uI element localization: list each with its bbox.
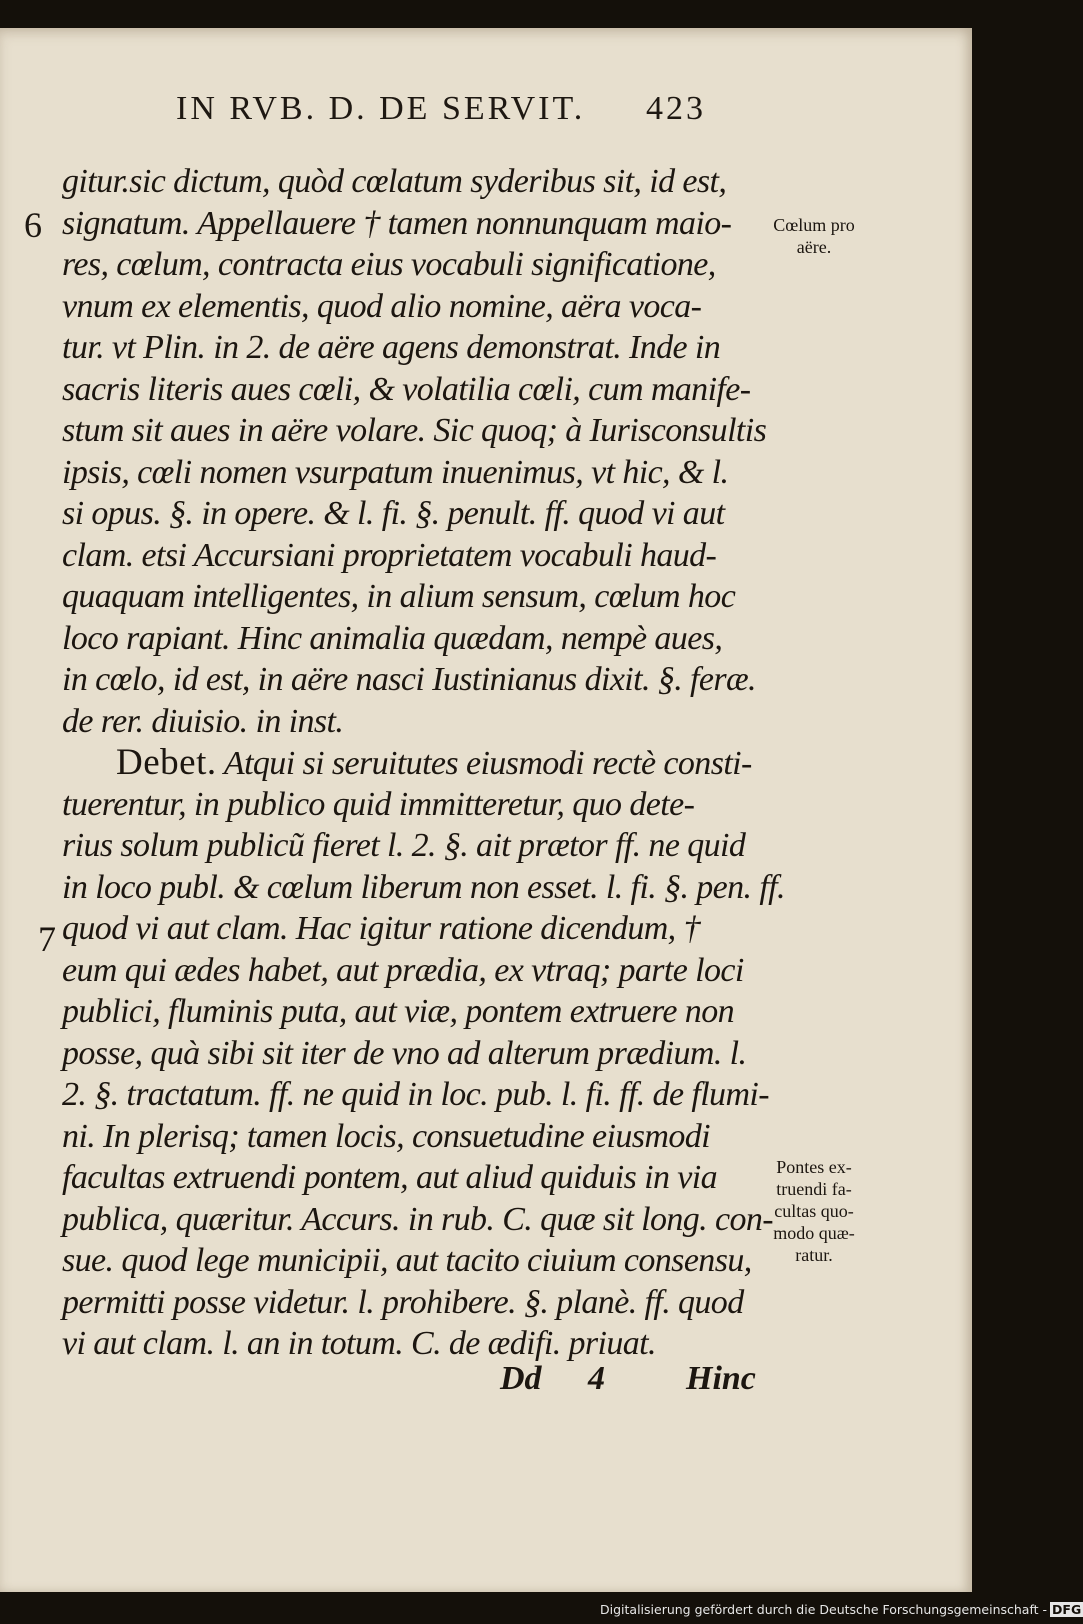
text-line — [62, 1117, 762, 1157]
page-inner — [0, 28, 972, 1592]
text-line — [62, 494, 762, 534]
margin-note-line: modo quæ- — [773, 1223, 855, 1243]
text-line — [62, 536, 762, 576]
margin-note — [744, 1156, 884, 1266]
body-text — [0, 28, 972, 1592]
line-text: in loco publ. & cœlum liberum non esset. l. fi. §. pen. ff. — [62, 869, 785, 906]
line-text: ni. In plerisq; tamen locis, consuetudine eiusmodi — [62, 1118, 711, 1155]
text-line — [62, 577, 762, 617]
line-text: vi aut clam. l. an in totum. C. de ædifi. priuat. — [62, 1325, 656, 1362]
text-line — [62, 162, 762, 202]
line-text: in cœlo, id est, in aëre nasci Iustinianus dixit. §. feræ. — [62, 661, 756, 698]
line-text: de rer. diuisio. in inst. — [62, 703, 344, 740]
text-line — [62, 660, 762, 700]
signature-mark: Dd — [500, 1360, 542, 1397]
line-text: tur. vt Plin. in 2. de aëre agens demonstrat. Inde in — [62, 329, 721, 366]
book-page — [0, 28, 972, 1592]
section-marker: 7 — [38, 919, 56, 959]
line-text: publica, quæritur. Accurs. in rub. C. quæ sit long. con- — [62, 1201, 773, 1238]
margin-note-line: ratur. — [795, 1245, 833, 1265]
text-line — [62, 287, 762, 327]
line-text: quaquam intelligentes, in alium sensum, cœlum hoc — [62, 578, 736, 615]
dfg-logo: DFG — [1052, 1602, 1082, 1617]
margin-note-line: Cœlum pro — [773, 215, 855, 235]
text-line — [62, 826, 762, 866]
text-line — [62, 370, 762, 410]
line-text: Atqui si seruitutes eiusmodi rectè consti- — [216, 745, 752, 782]
text-line — [62, 909, 762, 949]
line-text: rius solum publicũ fieret l. 2. §. ait prætor ff. ne quid — [62, 827, 746, 864]
line-text: si opus. §. in opere. & l. fi. §. penult. ff. quod vi aut — [62, 495, 725, 532]
text-line — [62, 1158, 762, 1198]
line-text: 2. §. tractatum. ff. ne quid in loc. pub. l. fi. ff. de flumi- — [62, 1076, 769, 1113]
line-text: gitur.sic dictum, quòd cœlatum syderibus sit, id est, — [62, 163, 727, 200]
text-line — [116, 743, 816, 784]
line-text: facultas extruendi pontem, aut aliud quiduis in via — [62, 1159, 717, 1196]
margin-note-line: truendi fa- — [776, 1179, 852, 1199]
text-line — [62, 619, 762, 659]
margin-note — [744, 214, 884, 258]
catchword: Hinc — [686, 1360, 756, 1397]
line-text: posse, quà sibi sit iter de vno ad alterum prædium. l. — [62, 1035, 747, 1072]
line-text: res, cœlum, contracta eius vocabuli significatione, — [62, 246, 716, 283]
text-line — [62, 1075, 769, 1115]
footer-text: Digitalisierung gefördert durch die Deutsche Forschungsgemeinschaft - — [600, 1602, 1048, 1617]
line-text: stum sit aues in aëre volare. Sic quoq; à Iurisconsultis — [62, 412, 767, 449]
text-line — [62, 992, 762, 1032]
line-text: permitti posse videtur. l. prohibere. §. planè. ff. quod — [62, 1284, 744, 1321]
lemma-word: Debet. — [116, 742, 217, 783]
line-text: quod vi aut clam. Hac igitur ratione dicendum, † — [62, 910, 700, 947]
text-line — [62, 702, 762, 742]
text-line — [62, 785, 762, 825]
digitization-footer — [600, 1602, 1082, 1620]
line-text: sue. quod lege municipii, aut tacito ciuium consensu, — [62, 1242, 752, 1279]
margin-note-line: Pontes ex- — [776, 1157, 852, 1177]
text-line — [62, 204, 762, 244]
text-line — [62, 411, 767, 451]
text-line — [62, 1034, 762, 1074]
line-text: vnum ex elementis, quod alio nomine, aëra voca- — [62, 288, 702, 325]
line-text: loco rapiant. Hinc animalia quædam, nempè aues, — [62, 620, 723, 657]
text-line — [62, 328, 762, 368]
line-text: sacris literis aues cœli, & volatilia cœli, cum manife- — [62, 371, 751, 408]
page-number: 423 — [646, 90, 706, 127]
text-line — [62, 868, 785, 908]
line-text: eum qui ædes habet, aut prædia, ex vtraq; parte loci — [62, 952, 744, 989]
text-line — [62, 1283, 762, 1323]
margin-note-line: aëre. — [796, 237, 832, 257]
text-line — [62, 1241, 762, 1281]
text-line — [62, 1324, 762, 1364]
line-text: publici, fluminis puta, aut viæ, pontem extruere non — [62, 993, 735, 1030]
line-text: ipsis, cœli nomen vsurpatum inuenimus, vt hic, & l. — [62, 454, 729, 491]
text-line — [62, 1200, 773, 1240]
text-line — [62, 453, 762, 493]
margin-note-line: cultas quo- — [774, 1201, 854, 1221]
line-text: clam. etsi Accursiani proprietatem vocabuli haud- — [62, 537, 717, 574]
line-text: signatum. Appellauere † tamen nonnunquam maio- — [62, 205, 732, 242]
text-line — [62, 951, 762, 991]
running-head: IN RVB. D. DE SERVIT. — [176, 90, 586, 127]
section-marker: 6 — [24, 205, 42, 245]
signature-number: 4 — [588, 1360, 605, 1397]
text-line — [62, 245, 762, 285]
line-text: tuerentur, in publico quid immitteretur, quo dete- — [62, 786, 695, 823]
